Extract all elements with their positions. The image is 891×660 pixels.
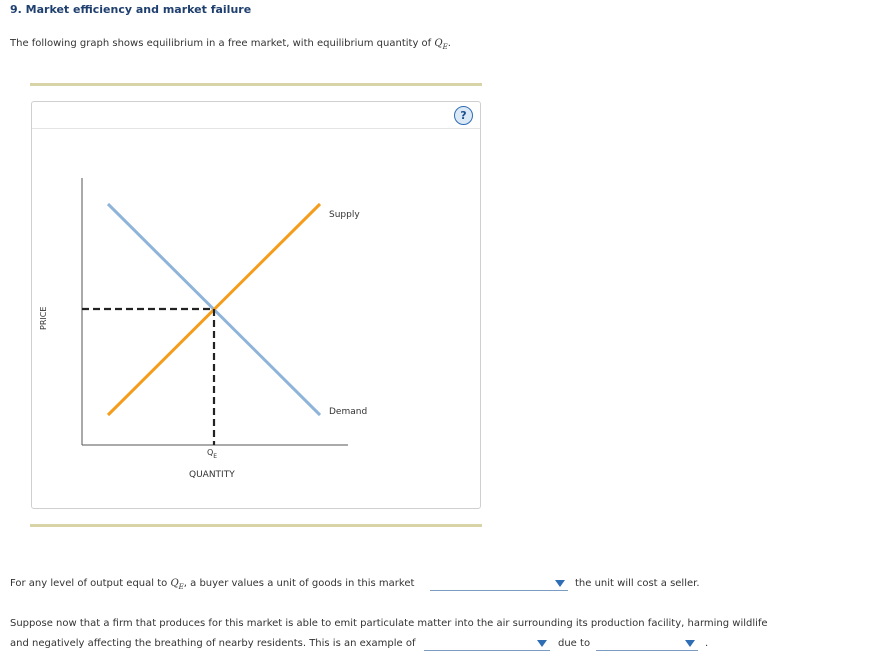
question-title: 9. Market efficiency and market failure (10, 3, 252, 16)
sentence-1-text: For any level of output equal to (10, 578, 171, 589)
bottom-divider (30, 524, 482, 527)
intro-qe-math: $Q_E$ (434, 38, 448, 51)
demand-label: Demand (329, 407, 368, 417)
sentence-1 (10, 578, 414, 591)
sentence-1-text-2: , a buyer values a unit of goods in this market (183, 578, 415, 589)
chevron-down-icon (555, 580, 565, 587)
chevron-down-icon (537, 640, 547, 647)
supply-label: Supply (329, 210, 360, 220)
y-axis-label: PRICE (39, 306, 48, 330)
buyer-value-dropdown[interactable] (430, 577, 568, 591)
sentence-1-tail: the unit will cost a seller. (575, 578, 700, 589)
x-axis-label: QUANTITY (189, 470, 235, 480)
due-to-text: due to (558, 638, 591, 649)
intro-period: . (447, 38, 451, 49)
supply-demand-graph (32, 102, 482, 510)
intro-text: The following graph shows equilibrium in a free market, with equilibrium quantity of (10, 38, 435, 49)
sentence-2-line-1: Suppose now that a firm that produces for this market is able to emit particulate matter into the air surrounding its production facility, harming wildlife (10, 618, 768, 629)
externality-type-dropdown[interactable] (424, 637, 550, 651)
chevron-down-icon (685, 640, 695, 647)
sentence-2-end: . (705, 638, 709, 649)
sentence-1-qe-math: $Q_E$ (170, 578, 184, 591)
cause-dropdown[interactable] (596, 637, 698, 651)
graph-panel (31, 101, 481, 509)
qe-tick-label: $Q_E$ (207, 448, 218, 460)
top-divider (30, 83, 482, 86)
sentence-2-line-2: and negatively affecting the breathing of nearby residents. This is an example of (10, 638, 416, 649)
question-intro (10, 38, 451, 51)
help-button[interactable]: ? (454, 106, 473, 125)
